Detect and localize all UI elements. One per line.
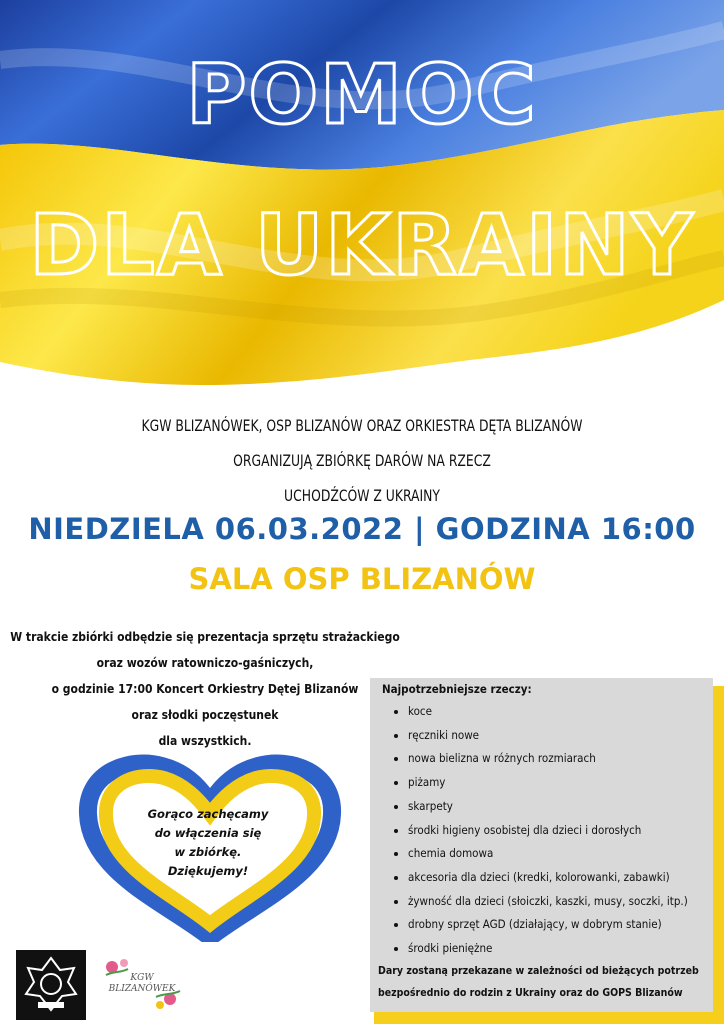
needs-item: • środki pieniężne: [408, 937, 688, 961]
needs-item: • drobny sprzęt AGD (działający, w dobrym stanie): [408, 913, 688, 937]
needs-title: Najpotrzebniejsze rzeczy:: [382, 682, 532, 696]
needs-item: • piżamy: [408, 771, 688, 795]
organizers-line-1: KGW BLIZANÓWEK, OSP BLIZANÓW ORAZ ORKIESTRA DĘTA BLIZANÓW: [141, 416, 583, 435]
needs-item: • chemia domowa: [408, 842, 688, 866]
kgw-logo-line-1: KGW: [130, 973, 154, 983]
needs-item: • żywność dla dzieci (słoiczki, kaszki, musy, soczki, itp.): [408, 890, 688, 914]
info-line: oraz wozów ratowniczo-gaśniczych,: [96, 656, 314, 670]
heart-text-line: do włączenia się: [154, 826, 262, 840]
needs-footer-line: Dary zostaną przekazane w zależności od bieżących potrzeb: [378, 965, 699, 977]
needs-item: • skarpety: [408, 795, 688, 819]
heart-text-line: Gorąco zachęcamy: [147, 807, 269, 821]
needs-footer-line: bezpośrednio do rodzin z Ukrainy oraz do GOPS Blizanów: [378, 987, 683, 999]
info-line: oraz słodki poczęstunek: [131, 708, 279, 722]
info-line: W trakcie zbiórki odbędzie się prezentacja sprzętu strażackiego: [10, 630, 400, 644]
needs-item: • środki higieny osobistej dla dzieci i dorosłych: [408, 819, 688, 843]
kgw-logo: [100, 955, 184, 1013]
heart-message: [118, 805, 298, 881]
organizers-line-3: UCHODŹCÓW Z UKRAINY: [284, 486, 440, 505]
heart-text-line: w zbiórkę.: [174, 845, 242, 859]
info-line: dla wszystkich.: [158, 734, 252, 748]
kgw-logo-line-2: BLIZANÓWEK: [108, 984, 176, 994]
kgw-logo-text: [100, 973, 184, 995]
organizers-line-2: ORGANIZUJĄ ZBIÓRKĘ DARÓW NA RZECZ: [233, 451, 491, 470]
event-info: [10, 624, 400, 754]
needs-item: • nowa bielizna w różnych rozmiarach: [408, 747, 688, 771]
needs-list: [380, 700, 688, 961]
event-venue: SALA OSP BLIZANÓW: [188, 562, 536, 596]
osp-logo-icon: [16, 950, 86, 1020]
needs-footer: [378, 960, 708, 1004]
needs-item: • akcesoria dla dzieci (kredki, kolorowanki, zabawki): [408, 866, 688, 890]
heart-text-line: Dziękujemy!: [167, 864, 249, 878]
title-line-1: POMOC: [186, 48, 538, 143]
needs-box: [370, 678, 713, 1012]
needs-item: • ręczniki nowe: [408, 724, 688, 748]
needs-item: • koce: [408, 700, 688, 724]
event-date-time: NIEDZIELA 06.03.2022 | GODZINA 16:00: [28, 512, 696, 546]
info-line: o godzinie 17:00 Koncert Orkiestry Dętej Blizanów: [51, 682, 359, 696]
title-line-2: DLA UKRAINY: [29, 196, 695, 294]
